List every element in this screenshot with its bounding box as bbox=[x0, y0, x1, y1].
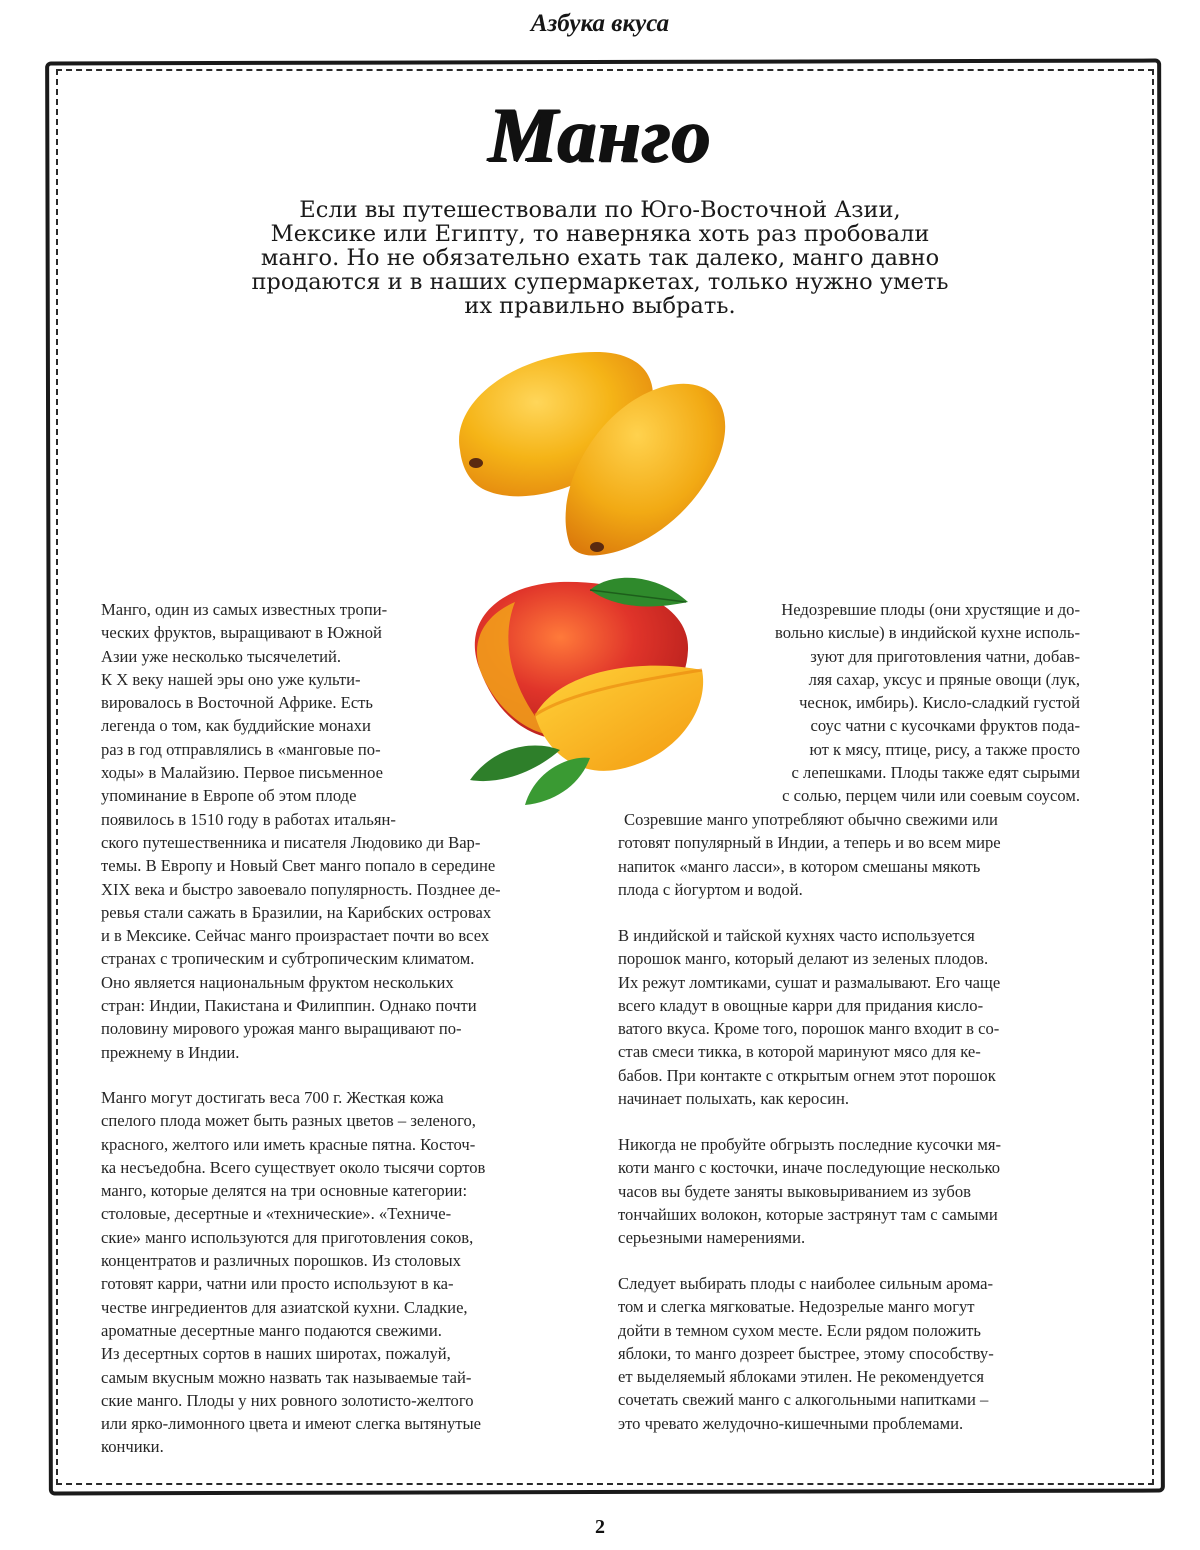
text-line: яблоки, то манго дозреет быстрее, этому способству- bbox=[618, 1343, 994, 1363]
intro-line: манго. Но не обязательно ехать так далеко, манго давно bbox=[260, 245, 940, 271]
right-column-paragraph-1b bbox=[618, 808, 1088, 901]
text-line: плода с йогуртом и водой. bbox=[618, 879, 803, 899]
text-line: сочетать свежий манго с алкогольными напитками – bbox=[618, 1390, 989, 1410]
text-line: ка несъедобна. Всего существует около тысячи сортов bbox=[101, 1157, 486, 1177]
text-line: готовят популярный в Индии, а теперь и во всем мире bbox=[618, 833, 1001, 853]
text-line: ходы» в Малайзию. Первое письменное bbox=[101, 763, 383, 783]
text-line: упоминание в Европе об этом плоде bbox=[101, 786, 357, 806]
text-line: темы. В Европу и Новый Свет манго попало в середине bbox=[101, 856, 496, 876]
text-line: кончики. bbox=[101, 1437, 164, 1457]
text-line: XIX века и быстро завоевало популярность. Позднее де- bbox=[101, 879, 501, 899]
mango-stem-spot bbox=[590, 542, 604, 552]
text-line: вольно кислые) в индийской кухне исполь- bbox=[775, 623, 1080, 643]
text-line: вировалось в Восточной Африке. Есть bbox=[101, 693, 373, 713]
text-line: соус чатни с кусочками фруктов пода- bbox=[810, 716, 1080, 736]
text-line: ревья стали сажать в Бразилии, на Карибских островах bbox=[101, 902, 492, 922]
text-line: половину мирового урожая манго выращивают по- bbox=[101, 1019, 462, 1039]
text-line: Азии уже несколько тысячелетий. bbox=[101, 646, 342, 666]
text-line: спелого плода может быть разных цветов – зеленого, bbox=[101, 1111, 476, 1131]
right-column-paragraph-1 bbox=[600, 598, 1080, 808]
magazine-header: Азбука вкуса bbox=[530, 10, 670, 37]
text-line: с лепешками. Плоды также едят сырыми bbox=[791, 763, 1080, 783]
text-line: легенда о том, как буддийские монахи bbox=[101, 716, 371, 736]
intro-line: продаются и в наших супермаркетах, только нужно уметь bbox=[251, 269, 949, 295]
text-line: ляя сахар, уксус и пряные овощи (лук, bbox=[808, 669, 1080, 689]
text-line: или ярко-лимонного цвета и имеют слегка вытянутые bbox=[101, 1414, 482, 1434]
text-line: ют к мясу, птице, рису, а также просто bbox=[809, 739, 1080, 759]
page-number: 2 bbox=[595, 1516, 605, 1538]
text-line: честве ингредиентов для азиатской кухни. Сладкие, bbox=[101, 1297, 468, 1317]
article-intro bbox=[250, 198, 950, 318]
text-line: порошок манго, который делают из зеленых плодов. bbox=[618, 949, 989, 969]
text-line: готовят карри, чатни или просто используют в ка- bbox=[101, 1274, 454, 1294]
text-line: концентратов и различных порошков. Из столовых bbox=[101, 1251, 461, 1271]
text-line: ет выделяемый яблоками этилен. Не рекомендуется bbox=[618, 1367, 984, 1387]
text-line: раз в год отправлялись в «манговые по- bbox=[101, 739, 381, 759]
text-line: зуют для приготовления чатни, добав- bbox=[810, 646, 1080, 666]
text-line: Манго могут достигать веса 700 г. Жесткая кожа bbox=[101, 1088, 444, 1107]
text-line: стран: Индии, Пакистана и Филиппин. Однако почти bbox=[101, 996, 477, 1016]
text-line: Из десертных сортов в наших широтах, пожалуй, bbox=[101, 1344, 451, 1364]
text-line: ские» манго используются для приготовления соков, bbox=[101, 1227, 474, 1247]
text-line: появилось в 1510 году в работах итальян- bbox=[101, 809, 396, 829]
text-line: часов вы будете заняты выковыриванием из зубов bbox=[618, 1181, 971, 1201]
text-line: том и слегка мягковатые. Недозрелые манго могут bbox=[618, 1297, 975, 1317]
right-column-paragraph-3 bbox=[618, 1133, 1088, 1249]
text-line: странах с тропическим и субтропическим климатом. bbox=[101, 949, 475, 969]
text-line: став смеси тикка, в которой маринуют мясо для ке- bbox=[618, 1042, 981, 1062]
text-line: ского путешественника и писателя Людовико ди Вар- bbox=[101, 832, 481, 852]
article-title: Манго bbox=[488, 91, 712, 178]
text-line: с солью, перцем чили или соевым соусом. bbox=[782, 786, 1080, 806]
text-line: коти манго с косточки, иначе последующие несколько bbox=[618, 1158, 1001, 1178]
text-line: Следует выбирать плоды с наиболее сильным арома- bbox=[618, 1274, 994, 1293]
text-line: ческих фруктов, выращивают в Южной bbox=[101, 623, 382, 643]
left-column-paragraph-2 bbox=[101, 1086, 601, 1459]
text-line: всего кладут в овощные карри для придания кисло- bbox=[618, 995, 984, 1015]
intro-line: Если вы путешествовали по Юго-Восточной Азии, bbox=[299, 197, 901, 223]
text-line: ватого вкуса. Кроме того, порошок манго входит в со- bbox=[618, 1019, 1000, 1039]
text-line: Оно является национальным фруктом нескольких bbox=[101, 972, 454, 992]
text-line: красного, желтого или иметь красные пятна. Косточ- bbox=[101, 1134, 476, 1154]
right-column-paragraph-2 bbox=[618, 924, 1088, 1110]
text-line: и в Мексике. Сейчас манго произрастает почти во всех bbox=[101, 926, 490, 946]
text-line: бабов. При контакте с открытым огнем этот порошок bbox=[618, 1065, 996, 1085]
intro-line: Мексике или Египту, то наверняка хоть раз пробовали bbox=[270, 221, 930, 247]
intro-line: их правильно выбрать. bbox=[464, 293, 736, 319]
text-line: ские манго. Плоды у них ровного золотисто-желтого bbox=[101, 1390, 474, 1410]
right-column-paragraph-4 bbox=[618, 1272, 1088, 1435]
text-line: тончайших волокон, которые застрянут там с самыми bbox=[618, 1204, 998, 1224]
text-line: Недозревшие плоды (они хрустящие и до- bbox=[781, 600, 1080, 619]
text-line: начинает полыхать, как керосин. bbox=[618, 1089, 850, 1109]
text-line: Созревшие манго употребляют обычно свежими или bbox=[624, 810, 998, 829]
text-line: В индийской и тайской кухнях часто используется bbox=[618, 926, 975, 945]
mango-stem-spot bbox=[469, 458, 483, 468]
text-line: чеснок, имбирь). Кисло-сладкий густой bbox=[799, 693, 1080, 713]
text-line: Никогда не пробуйте обгрызть последние кусочки мя- bbox=[618, 1135, 1002, 1154]
text-line: самым вкусным можно назвать так называемые тай- bbox=[101, 1367, 472, 1387]
text-line: это чревато желудочно-кишечными проблемами. bbox=[618, 1413, 964, 1433]
text-line: Их режут ломтиками, сушат и размалывают. Его чаще bbox=[618, 972, 1001, 992]
text-line: серьезными намерениями. bbox=[618, 1228, 806, 1248]
left-column-paragraph-1 bbox=[101, 598, 601, 1064]
text-line: прежнему в Индии. bbox=[101, 1042, 240, 1062]
text-line: К X веку нашей эры оно уже культи- bbox=[101, 669, 361, 689]
text-line: Манго, один из самых известных тропи- bbox=[101, 600, 388, 619]
text-line: напиток «манго ласси», в котором смешаны мякоть bbox=[618, 856, 981, 876]
text-line: столовые, десертные и «технические». «Техниче- bbox=[101, 1204, 452, 1224]
text-line: манго, которые делятся на три основные категории: bbox=[101, 1181, 468, 1201]
text-line: дойти в темном сухом месте. Если рядом положить bbox=[618, 1320, 981, 1340]
text-line: ароматные десертные манго подаются свежими. bbox=[101, 1320, 442, 1340]
